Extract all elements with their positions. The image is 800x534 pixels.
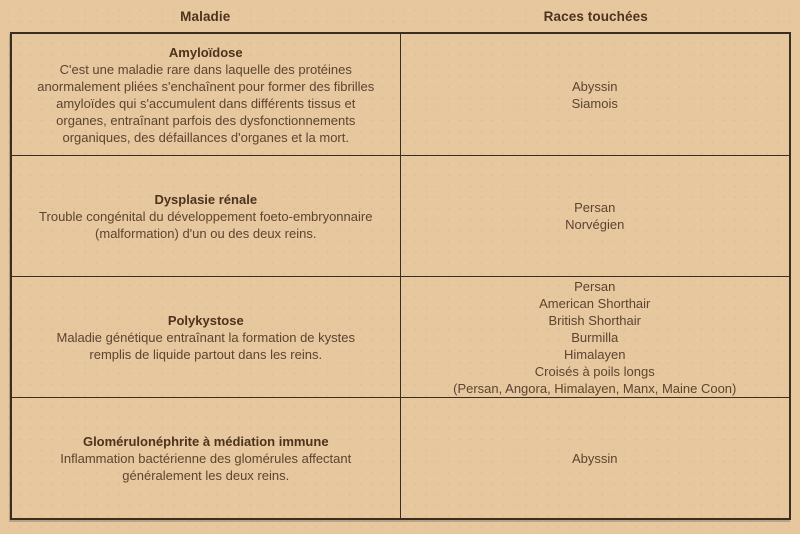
breed-name: Persan: [574, 200, 616, 215]
disease-cell: [12, 34, 401, 155]
disease-cell: [12, 398, 401, 518]
disease-cell: [12, 156, 401, 276]
breed-name: Persan: [574, 278, 616, 294]
table-row: [12, 34, 789, 155]
breed-name: Burmilla: [571, 329, 619, 345]
breed-name: Croisés à poils longs: [534, 363, 655, 379]
breed-name: Norvégien: [565, 217, 625, 232]
disease-name: Amyloïdose: [168, 44, 243, 60]
disease-description: Trouble congénital du développement foeto-embryonnaire (malformation) d'un ou des deux reins.: [39, 208, 373, 241]
breed-name: Abyssin: [571, 78, 618, 94]
disease-description: C'est une maladie rare dans laquelle des protéines anormalement pliées s'enchaînent pour former des fibrilles amyloïdes qui s'accumulent dans différents tissus et organes, entraînant parfois des dysfonctionnements organiques, des défaillances d'organes et la mort.: [37, 61, 375, 145]
breed-name: American Shorthair: [539, 295, 651, 311]
breed-name: British Shorthair: [548, 312, 641, 328]
breeds-cell: [401, 34, 790, 155]
disease-description: Maladie génétique entraînant la formation de kystes remplis de liquide partout dans les reins.: [56, 329, 355, 362]
column-header-races-touchees: Races touchées: [543, 8, 648, 24]
table-row: [12, 397, 789, 518]
table-row: [12, 155, 789, 276]
breed-name: Abyssin: [571, 450, 618, 466]
disease-cell: [12, 277, 401, 397]
disease-description: Inflammation bactérienne des glomérules affectant généralement les deux reins.: [60, 450, 352, 483]
table-row: [12, 276, 789, 397]
breed-name: (Persan, Angora, Himalayen, Manx, Maine Coon): [453, 380, 737, 396]
disease-name: Dysplasie rénale: [154, 191, 258, 207]
table-header-band: [0, 0, 800, 32]
disease-table: [10, 32, 791, 520]
column-header-maladie: Maladie: [180, 8, 231, 24]
breeds-cell: [401, 156, 790, 276]
disease-name: Polykystose: [167, 312, 244, 328]
breeds-cell: [401, 398, 790, 518]
disease-name: Glomérulonéphrite à médiation immune: [82, 433, 329, 449]
breeds-cell: [401, 277, 790, 397]
breed-name: Himalayen: [564, 346, 626, 362]
breed-name: Siamois: [571, 95, 618, 111]
